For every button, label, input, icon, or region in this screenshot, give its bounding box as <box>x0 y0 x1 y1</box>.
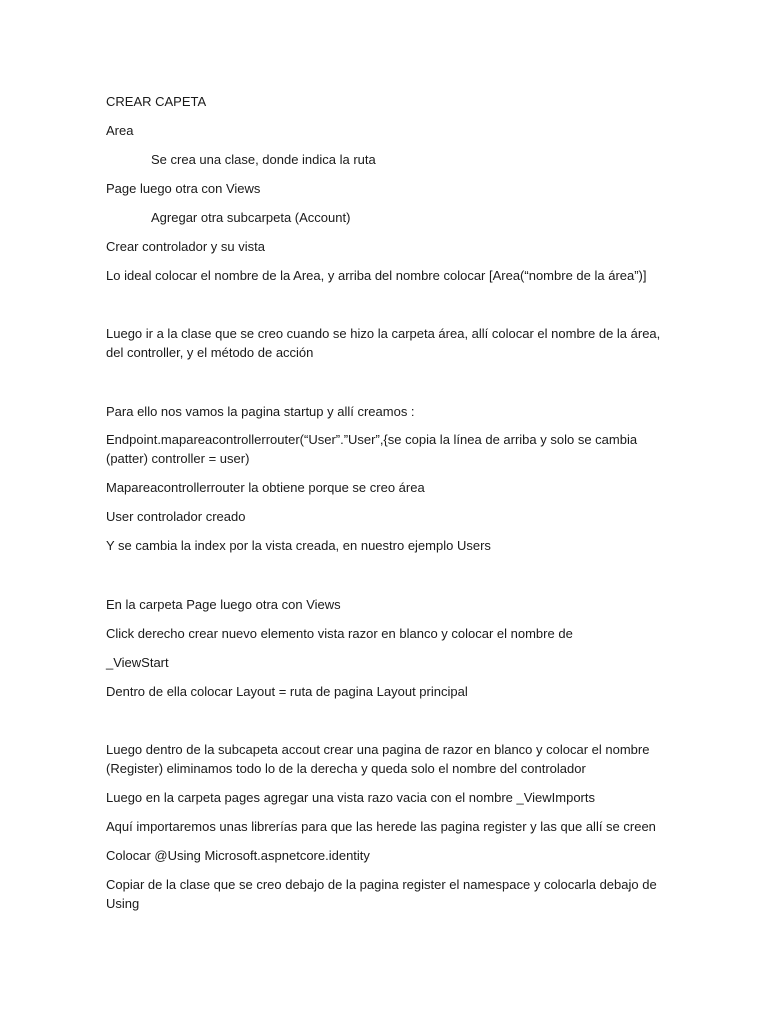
paragraph: User controlador creado <box>106 509 246 524</box>
paragraph: Aquí importaremos unas librerías para que las herede las pagina register y las que allí se creen <box>106 819 656 834</box>
paragraph: Dentro de ella colocar Layout = ruta de pagina Layout principal <box>106 684 468 699</box>
paragraph: Crear controlador y su vista <box>106 239 265 254</box>
paragraph: Click derecho crear nuevo elemento vista razor en blanco y colocar el nombre de <box>106 626 573 641</box>
paragraph: Para ello nos vamos la pagina startup y allí creamos : <box>106 404 415 419</box>
paragraph: Area <box>106 123 134 138</box>
paragraph: Mapareacontrollerrouter la obtiene porque se creo área <box>106 480 425 495</box>
paragraph: Luego ir a la clase que se creo cuando se hizo la carpeta área, allí colocar el nombre de la área, del controller, y el método de acción <box>106 326 661 360</box>
paragraph: _ViewStart <box>106 655 169 670</box>
indented-paragraph: Agregar otra subcarpeta (Account) <box>151 210 351 225</box>
paragraph: Luego dentro de la subcapeta accout crear una pagina de razor en blanco y colocar el nombre (Register) eliminamos todo lo de la derecha y queda solo el nombre del controlador <box>106 742 650 776</box>
paragraph: Y se cambia la index por la vista creada, en nuestro ejemplo Users <box>106 538 491 553</box>
paragraph: Colocar @Using Microsoft.aspnetcore.identity <box>106 848 370 863</box>
indented-paragraph: Se crea una clase, donde indica la ruta <box>151 152 376 167</box>
paragraph: Copiar de la clase que se creo debajo de la pagina register el namespace y colocarla debajo de Using <box>106 877 657 911</box>
paragraph: En la carpeta Page luego otra con Views <box>106 597 341 612</box>
paragraph: Lo ideal colocar el nombre de la Area, y arriba del nombre colocar [Area(“nombre de la área”)] <box>106 268 647 283</box>
paragraph: Page luego otra con Views <box>106 181 261 196</box>
paragraph: Endpoint.mapareacontrollerrouter(“User”.”User”,{se copia la línea de arriba y solo se cambia (patter) controller = user) <box>106 432 638 466</box>
heading-crear-capeta: CREAR CAPETA <box>106 94 207 109</box>
paragraph: Luego en la carpeta pages agregar una vista razo vacia con el nombre _ViewImports <box>106 790 595 805</box>
